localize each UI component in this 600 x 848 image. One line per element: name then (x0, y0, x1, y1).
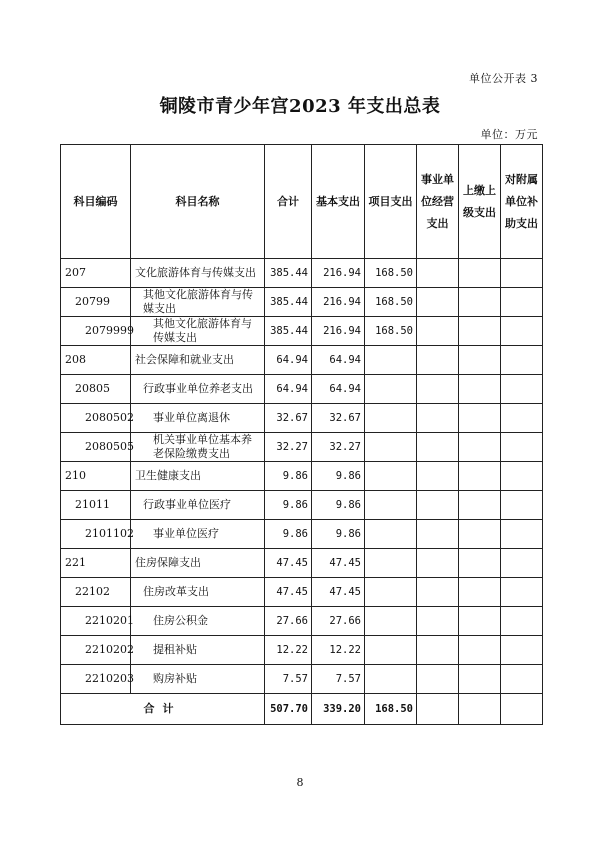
cell-code: 2210201 (61, 607, 131, 636)
cell-total: 64.94 (265, 375, 312, 404)
cell-upper (459, 549, 501, 578)
cell-basic: 9.86 (312, 520, 365, 549)
cell-code: 208 (61, 346, 131, 375)
expenditure-table (60, 144, 543, 725)
cell-code: 2079999 (61, 317, 131, 346)
cell-total: 385.44 (265, 288, 312, 317)
cell-business (417, 404, 459, 433)
total-row (61, 694, 543, 725)
cell-upper (459, 433, 501, 462)
table-row (61, 462, 543, 491)
cell-total: 9.86 (265, 491, 312, 520)
table-header-row (61, 145, 543, 259)
cell-name: 提租补贴 (131, 636, 265, 665)
header-upper: 上缴上级支出 (459, 145, 501, 259)
cell-business (417, 665, 459, 694)
table-row (61, 665, 543, 694)
cell-total: 7.57 (265, 665, 312, 694)
cell-subsidy (501, 462, 543, 491)
cell-project (365, 549, 417, 578)
cell-code: 20805 (61, 375, 131, 404)
cell-code: 21011 (61, 491, 131, 520)
cell-total: 64.94 (265, 346, 312, 375)
total-basic: 339.20 (312, 694, 365, 725)
cell-name: 卫生健康支出 (131, 462, 265, 491)
total-sum: 507.70 (265, 694, 312, 725)
cell-upper (459, 491, 501, 520)
cell-basic: 12.22 (312, 636, 365, 665)
cell-business (417, 462, 459, 491)
cell-upper (459, 607, 501, 636)
cell-name: 其他文化旅游体育与传媒支出 (131, 317, 265, 346)
cell-upper (459, 375, 501, 404)
cell-name: 购房补贴 (131, 665, 265, 694)
cell-business (417, 520, 459, 549)
cell-code: 22102 (61, 578, 131, 607)
cell-name: 住房保障支出 (131, 549, 265, 578)
cell-project: 168.50 (365, 288, 417, 317)
cell-code: 221 (61, 549, 131, 578)
cell-basic: 47.45 (312, 578, 365, 607)
header-total: 合计 (265, 145, 312, 259)
total-label: 合计 (61, 694, 265, 725)
cell-business (417, 288, 459, 317)
cell-project: 168.50 (365, 259, 417, 288)
table-row (61, 346, 543, 375)
page-number: 8 (296, 776, 304, 789)
cell-business (417, 259, 459, 288)
cell-upper (459, 404, 501, 433)
cell-basic: 216.94 (312, 259, 365, 288)
table-row (61, 375, 543, 404)
cell-basic: 7.57 (312, 665, 365, 694)
cell-subsidy (501, 317, 543, 346)
cell-basic: 64.94 (312, 346, 365, 375)
cell-project (365, 433, 417, 462)
cell-total: 385.44 (265, 317, 312, 346)
cell-business (417, 433, 459, 462)
cell-total: 12.22 (265, 636, 312, 665)
cell-code: 2101102 (61, 520, 131, 549)
cell-name: 社会保障和就业支出 (131, 346, 265, 375)
cell-subsidy (501, 607, 543, 636)
table-row (61, 520, 543, 549)
cell-business (417, 317, 459, 346)
cell-name: 机关事业单位基本养老保险缴费支出 (131, 433, 265, 462)
cell-basic: 9.86 (312, 491, 365, 520)
table-row (61, 259, 543, 288)
cell-code: 2080502 (61, 404, 131, 433)
cell-total: 385.44 (265, 259, 312, 288)
cell-project (365, 578, 417, 607)
cell-project (365, 404, 417, 433)
cell-upper (459, 288, 501, 317)
cell-name: 其他文化旅游体育与传媒支出 (131, 288, 265, 317)
cell-project: 168.50 (365, 317, 417, 346)
cell-subsidy (501, 636, 543, 665)
cell-project (365, 520, 417, 549)
cell-name: 住房公积金 (131, 607, 265, 636)
table-body (61, 259, 543, 694)
table-row (61, 636, 543, 665)
cell-project (365, 636, 417, 665)
table-row (61, 433, 543, 462)
cell-name: 事业单位离退休 (131, 404, 265, 433)
cell-subsidy (501, 665, 543, 694)
cell-basic: 32.27 (312, 433, 365, 462)
cell-upper (459, 665, 501, 694)
form-number: 单位公开表 3 (469, 72, 538, 85)
table-row (61, 288, 543, 317)
header-subsidy: 对附属单位补助支出 (501, 145, 543, 259)
cell-basic: 216.94 (312, 288, 365, 317)
table-row (61, 491, 543, 520)
cell-code: 2210203 (61, 665, 131, 694)
cell-code: 20799 (61, 288, 131, 317)
cell-code: 2210202 (61, 636, 131, 665)
cell-total: 9.86 (265, 520, 312, 549)
total-upper (459, 694, 501, 725)
cell-name: 文化旅游体育与传媒支出 (131, 259, 265, 288)
cell-business (417, 375, 459, 404)
cell-subsidy (501, 288, 543, 317)
cell-basic: 27.66 (312, 607, 365, 636)
cell-total: 32.67 (265, 404, 312, 433)
cell-upper (459, 462, 501, 491)
header-name: 科目名称 (131, 145, 265, 259)
cell-subsidy (501, 520, 543, 549)
header-basic: 基本支出 (312, 145, 365, 259)
table-row (61, 607, 543, 636)
cell-basic: 47.45 (312, 549, 365, 578)
cell-subsidy (501, 375, 543, 404)
cell-project (365, 607, 417, 636)
cell-project (365, 462, 417, 491)
total-subsidy (501, 694, 543, 725)
cell-project (365, 375, 417, 404)
cell-business (417, 636, 459, 665)
page-title: 铜陵市青少年宫2023 年支出总表 (159, 96, 441, 117)
cell-basic: 9.86 (312, 462, 365, 491)
table-row (61, 578, 543, 607)
cell-business (417, 607, 459, 636)
cell-project (365, 665, 417, 694)
cell-project (365, 346, 417, 375)
cell-upper (459, 636, 501, 665)
cell-subsidy (501, 433, 543, 462)
cell-business (417, 549, 459, 578)
cell-basic: 64.94 (312, 375, 365, 404)
cell-total: 47.45 (265, 549, 312, 578)
header-project: 项目支出 (365, 145, 417, 259)
header-code: 科目编码 (61, 145, 131, 259)
cell-subsidy (501, 549, 543, 578)
cell-name: 住房改革支出 (131, 578, 265, 607)
cell-name: 行政事业单位养老支出 (131, 375, 265, 404)
cell-total: 27.66 (265, 607, 312, 636)
total-business (417, 694, 459, 725)
cell-basic: 216.94 (312, 317, 365, 346)
cell-subsidy (501, 491, 543, 520)
cell-total: 9.86 (265, 462, 312, 491)
cell-upper (459, 520, 501, 549)
cell-subsidy (501, 404, 543, 433)
cell-name: 行政事业单位医疗 (131, 491, 265, 520)
cell-subsidy (501, 259, 543, 288)
cell-business (417, 491, 459, 520)
cell-name: 事业单位医疗 (131, 520, 265, 549)
cell-business (417, 346, 459, 375)
total-project: 168.50 (365, 694, 417, 725)
table-row (61, 317, 543, 346)
unit-label: 单位：万元 (480, 128, 538, 141)
cell-subsidy (501, 346, 543, 375)
cell-basic: 32.67 (312, 404, 365, 433)
cell-total: 47.45 (265, 578, 312, 607)
cell-upper (459, 578, 501, 607)
cell-business (417, 578, 459, 607)
table-row (61, 404, 543, 433)
cell-upper (459, 259, 501, 288)
cell-subsidy (501, 578, 543, 607)
cell-upper (459, 346, 501, 375)
cell-code: 207 (61, 259, 131, 288)
cell-project (365, 491, 417, 520)
cell-code: 2080505 (61, 433, 131, 462)
cell-total: 32.27 (265, 433, 312, 462)
header-business: 事业单位经营支出 (417, 145, 459, 259)
table-row (61, 549, 543, 578)
cell-code: 210 (61, 462, 131, 491)
cell-upper (459, 317, 501, 346)
